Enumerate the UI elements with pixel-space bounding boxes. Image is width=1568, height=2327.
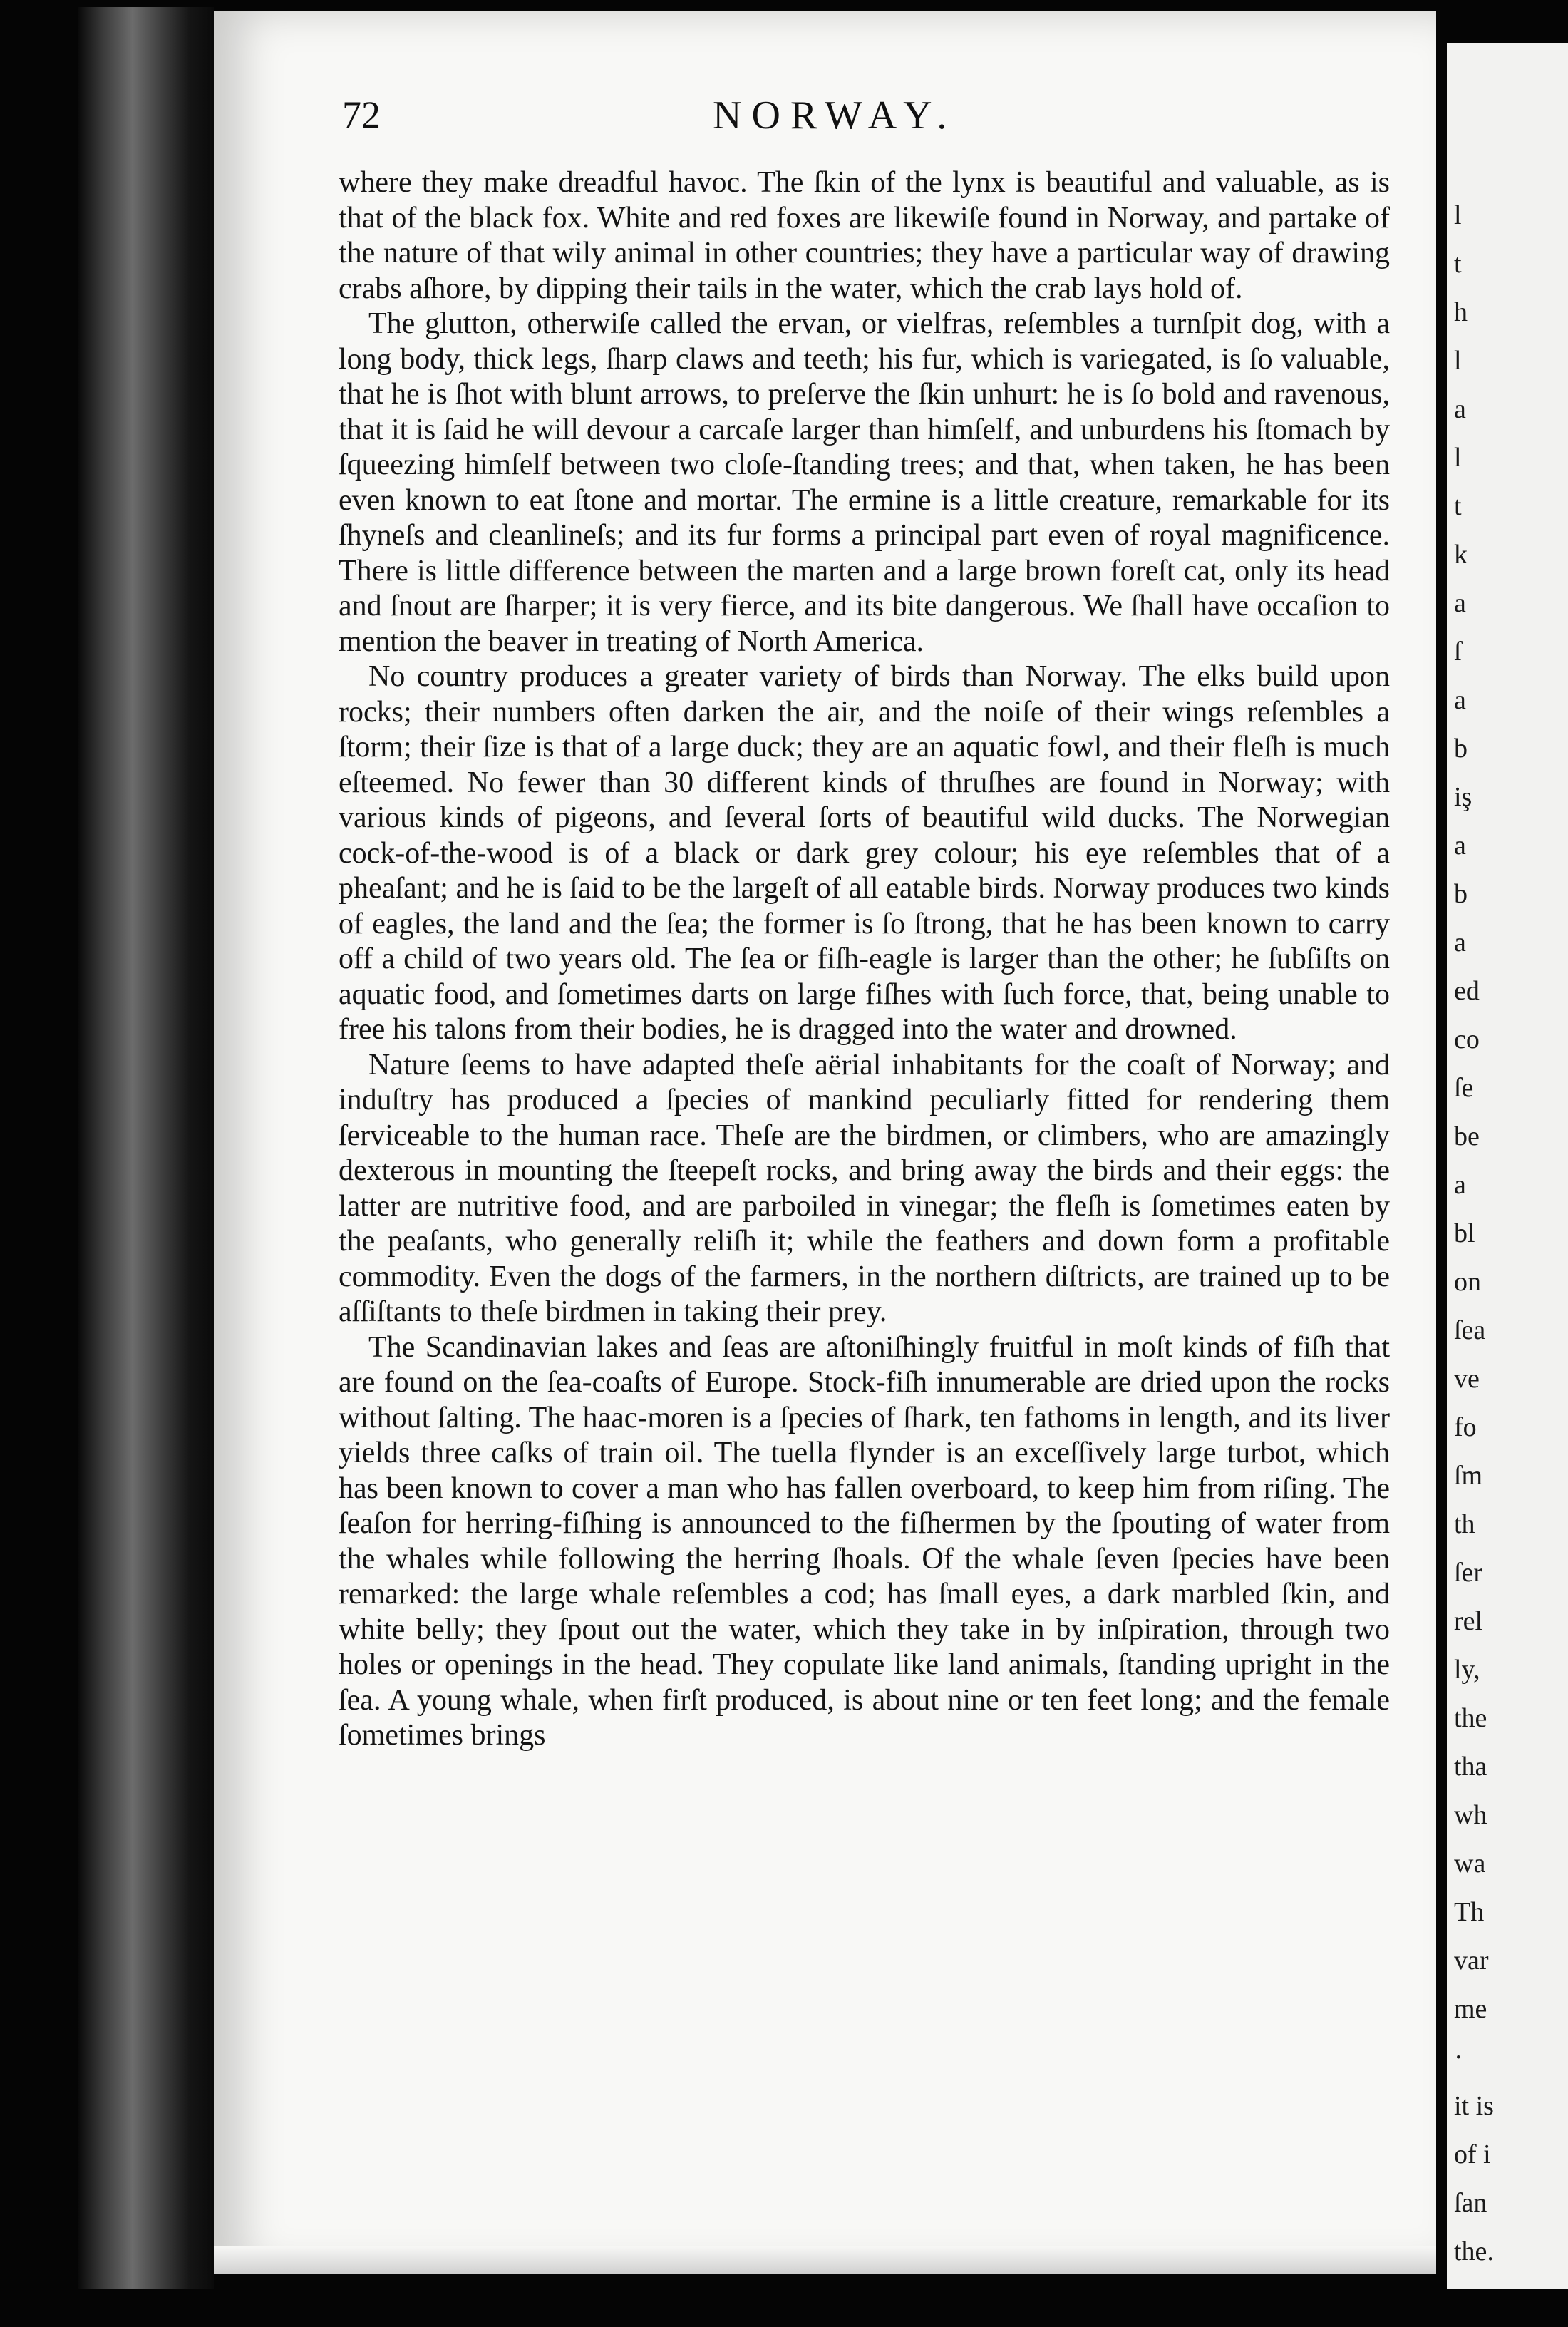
facing-page-fragment: ſm	[1454, 1461, 1483, 1491]
facing-page-fragment: fo	[1454, 1412, 1477, 1442]
facing-page-fragment: a	[1454, 1170, 1466, 1200]
facing-page-fragment: the	[1454, 1703, 1487, 1733]
facing-page-fragment: a	[1454, 831, 1466, 861]
facing-page-fragment: b	[1454, 734, 1468, 764]
paragraph-glutton: The glutton, otherwiſe called the ervan, or vielfras, reſembles a turnſpit dog, with a long body, thick legs, ſharp claws and teeth; his fur, which is variegated, is ſo valuable, that he is ſhot with blunt arrows, to preſerve the ſkin unhurt: he is ſo bold and ravenous, that it is ſaid he will devour a carcaſe larger than himſelf, and unburdens his ſtomach by ſqueezing himſelf between two cloſe-ſtanding trees; and that, when taken, he has been even known to eat ſtone and mortar. The ermine is a little creature, remarkable for its ſhyneſs and cleanlineſs; and its fur forms a principal part even of royal magnificence. There is little difference between the marten and a large brown foreſt cat, only its head and ſnout are ſharper; it is very fierce, and its bite dangerous. We ſhall have occaſion to mention the beaver in treating of North America.	[339, 307, 1390, 658]
facing-page-fragment: a	[1454, 588, 1466, 618]
facing-page-fragment: me	[1454, 1994, 1487, 2024]
facing-page-fragment: ſ	[1454, 637, 1462, 667]
facing-page-fragment: ly,	[1454, 1655, 1480, 1685]
body-text	[339, 165, 1390, 1754]
facing-page-fragment: th	[1454, 1509, 1475, 1539]
facing-page-fragment: k	[1454, 540, 1468, 570]
page-header	[342, 93, 1383, 143]
facing-page-fragment: Th	[1454, 1897, 1485, 1927]
facing-page-fragment: the.	[1454, 2236, 1494, 2266]
facing-page-fragment: rel	[1454, 1606, 1483, 1636]
page-number: 72	[342, 93, 381, 136]
paragraph-lynx-fox: where they make dreadful havoc. The ſkin of the lynx is beautiful and valuable, as is that of the black fox. White and red foxes are likewiſe found in Norway, and partake of the nature of that wily animal in other countries; they have a particular way of drawing crabs aſhore, by dipping their tails in the water, which the crab lays hold of.	[339, 166, 1390, 305]
facing-page-fragment: ve	[1454, 1364, 1480, 1394]
facing-page-fragment: var	[1454, 1946, 1489, 1976]
facing-page-fragment: t	[1454, 491, 1462, 521]
facing-page-fragment: ſe	[1454, 1073, 1474, 1103]
facing-page-fragment: bl	[1454, 1218, 1475, 1248]
facing-page-edge	[1447, 43, 1568, 2289]
paragraph-birdmen: Nature ſeems to have adapted theſe aërial inhabitants for the coaſt of Norway; and induſtry has produced a ſpecies of mankind peculiarly fitted for rendering them ſerviceable to the human race. Theſe are the birdmen, or climbers, who are amazingly dexterous in mounting the ſteepeſt rocks, and bring away the birds and their eggs: the latter are nutritive food, and are parboiled in vinegar; the fleſh is ſometimes eaten by the peaſants, who generally reliſh it; while the feathers and down form a profitable commodity. Even the dogs of the farmers, in the northern diſtricts, are trained up to be aſſiſtants to theſe birdmen in taking their prey.	[339, 1048, 1390, 1328]
facing-page-fragment: ſan	[1454, 2188, 1487, 2218]
page-bottom-edge	[214, 2246, 1436, 2274]
facing-page-fragment: h	[1454, 297, 1468, 327]
paragraph-birds: No country produces a greater variety of birds than Norway. The elks build upon rocks; their numbers often darken the air, and the noiſe of their wings reſembles a ſtorm; their ſize is that of a large duck; they are an aquatic fowl, and their fleſh is much eſteemed. No fewer than 30 different kinds of thruſhes are found in Norway; with various kinds of pigeons, and ſeveral ſorts of beautiful wild ducks. The Norwegian cock-of-the-wood is of a black or dark grey colour; his eye reſembles that of a pheaſant; and he is ſaid to be the largeſt of all eatable birds. Norway produces two kinds of eagles, the land and the ſea; the former is ſo ſtrong, that he has been known to carry off a child of two years old. The ſea or fiſh-eagle is larger than the other; he ſubſiſts on aquatic food, and ſometimes darts on large fiſhes with ſuch force, that, being unable to free his talons from their bodies, he is dragged into the water and drowned.	[339, 660, 1390, 1046]
facing-page-fragment: it is	[1454, 2091, 1494, 2121]
facing-page-fragment: ed	[1454, 976, 1480, 1006]
facing-page-fragment: be	[1454, 1121, 1480, 1151]
facing-page-fragment: tha	[1454, 1752, 1487, 1782]
facing-page-fragment: b	[1454, 879, 1468, 909]
facing-page-fragment: ſea	[1454, 1315, 1486, 1345]
book-binding	[78, 7, 214, 2289]
facing-page-fragment: of i	[1454, 2139, 1491, 2169]
running-title: NORWAY.	[713, 93, 957, 138]
facing-page-fragment: l	[1454, 443, 1462, 473]
facing-page-fragment: l	[1454, 346, 1462, 376]
facing-page-fragment: t	[1454, 249, 1462, 279]
facing-page-fragment: wa	[1454, 1849, 1486, 1879]
facing-page-fragment: a	[1454, 928, 1466, 957]
facing-page-fragment: wh	[1454, 1800, 1487, 1830]
facing-page-fragment: ·	[1454, 2043, 1463, 2072]
facing-page-fragment: a	[1454, 685, 1466, 715]
facing-page-fragment: l	[1454, 200, 1462, 230]
facing-page-fragment: iş	[1454, 782, 1472, 812]
facing-page-fragment: ſer	[1454, 1558, 1483, 1588]
facing-page-fragment: co	[1454, 1024, 1480, 1054]
facing-page-fragment: on	[1454, 1267, 1481, 1297]
paragraph-fish: The Scandinavian lakes and ſeas are aſtoniſhingly fruitful in moſt kinds of fiſh that are found on the ſea-coaſts of Europe. Stock-fiſh innumerable are dried upon the rocks without ſalting. The haac-moren is a ſpecies of ſhark, ten fathoms in length, and its liver yields three caſks of train oil. The tuella flynder is an exceſſively large turbot, which has been known to cover a man who has fallen overboard, to keep him from riſing. The ſeaſon for herring-fiſhing is announced to the fiſhermen by the ſpouting of water from the whales while following the herring ſhoals. Of the whale ſeven ſpecies have been remarked: the large whale reſembles a cod; has ſmall eyes, a dark marbled ſkin, and white belly; they ſpout out the water, which they take in by inſpiration, through two holes or openings in the head. They copulate like land animals, ſtanding upright in the ſea. A young whale, when firſt produced, is about nine or ten feet long; and the female ſometimes brings	[339, 1330, 1390, 1752]
facing-page-fragment: a	[1454, 394, 1466, 424]
